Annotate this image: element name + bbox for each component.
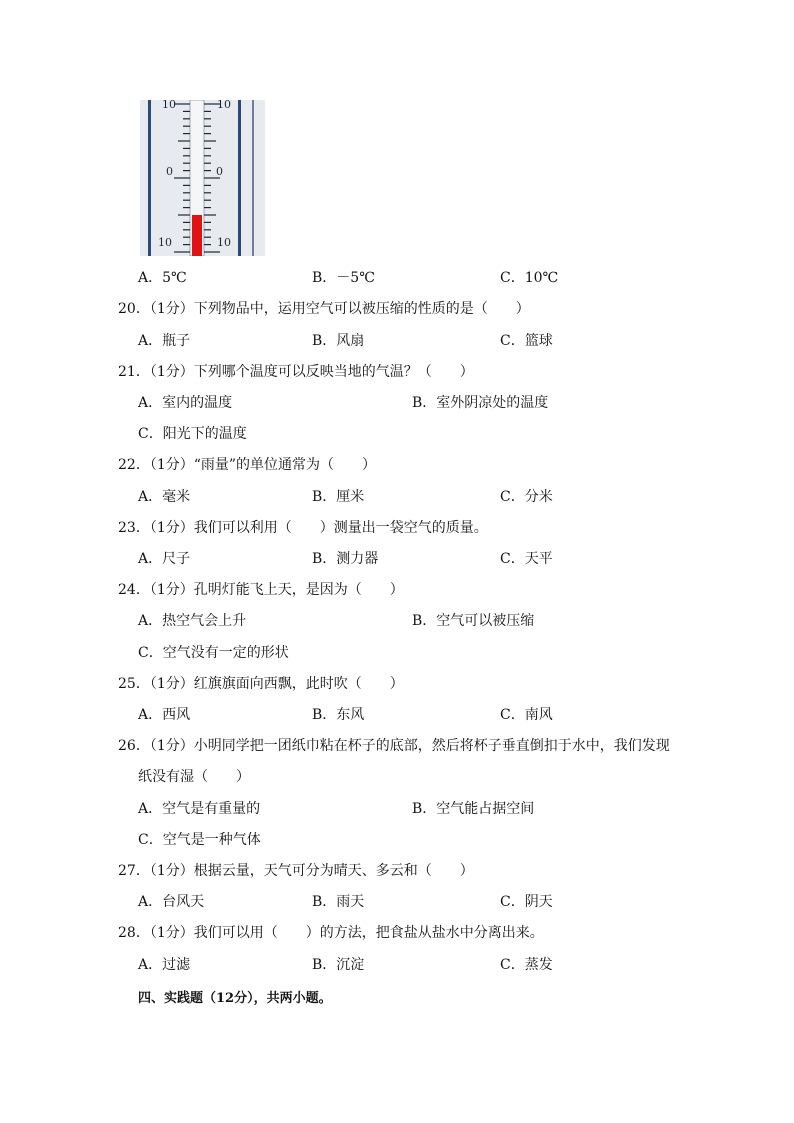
q24-option-b[interactable]: B．空气可以被压缩: [412, 613, 535, 629]
thermometer-image: [140, 100, 265, 256]
q25-option-b[interactable]: B．东风: [312, 707, 365, 723]
scale-label-mid-right: 0: [216, 165, 223, 178]
scale-label-top-left: 10: [162, 100, 176, 111]
q26-option-b[interactable]: B．空气能占据空间: [412, 801, 535, 817]
question-22: 22．（1分）“雨量”的单位通常为（ ）: [118, 457, 377, 473]
scale-label-mid-left: 0: [166, 165, 173, 178]
q27-option-c[interactable]: C．阴天: [500, 894, 553, 910]
q22-option-c[interactable]: C．分米: [500, 489, 553, 505]
q27-option-a[interactable]: A．台风天: [138, 894, 205, 910]
q19-option-b[interactable]: B．－5℃: [312, 270, 375, 286]
scale-label-bottom-left: 10: [158, 236, 172, 249]
q22-option-b[interactable]: B．厘米: [312, 489, 365, 505]
q20-option-c[interactable]: C．篮球: [500, 333, 553, 349]
q21-option-b[interactable]: B．室外阴凉处的温度: [412, 395, 549, 411]
q24-option-c[interactable]: C．空气没有一定的形状: [138, 645, 289, 661]
q28-option-c[interactable]: C．蒸发: [500, 957, 553, 973]
question-21: 21．（1分）下列哪个温度可以反映当地的气温？（ ）: [118, 364, 474, 380]
q22-option-a[interactable]: A．毫米: [138, 489, 191, 505]
section-heading: 四、实践题（12分），共两小题。: [138, 991, 332, 1006]
q24-option-a[interactable]: A．热空气会上升: [138, 613, 247, 629]
scale-label-bottom-right: 10: [217, 236, 231, 249]
question-26-line2: 纸没有湿（ ）: [138, 769, 250, 785]
question-23: 23．（1分）我们可以利用（ ）测量出一袋空气的质量。: [118, 520, 488, 536]
question-24: 24．（1分）孔明灯能飞上天，是因为（ ）: [118, 582, 404, 598]
question-25: 25．（1分）红旗旗面向西飘，此时吹（ ）: [118, 676, 404, 692]
q23-option-c[interactable]: C．天平: [500, 551, 553, 567]
q19-option-c[interactable]: C．10℃: [500, 270, 559, 286]
q28-option-b[interactable]: B．沉淀: [312, 957, 365, 973]
question-20: 20．（1分）下列物品中，运用空气可以被压缩的性质的是（ ）: [118, 301, 530, 317]
q19-option-a[interactable]: A．5℃: [138, 270, 187, 286]
q21-option-a[interactable]: A．室内的温度: [138, 395, 233, 411]
q26-option-a[interactable]: A．空气是有重量的: [138, 801, 261, 817]
q27-option-b[interactable]: B．雨天: [312, 894, 365, 910]
q25-option-c[interactable]: C．南风: [500, 707, 553, 723]
scale-label-top-right: 10: [217, 100, 231, 111]
thermometer-liquid: [192, 215, 202, 256]
q28-option-a[interactable]: A．过滤: [138, 957, 191, 973]
q20-option-a[interactable]: A．瓶子: [138, 333, 191, 349]
question-28: 28．（1分）我们可以用（ ）的方法，把食盐从盐水中分离出来。: [118, 925, 544, 941]
question-26-line1: 26．（1分）小明同学把一团纸巾粘在杯子的底部，然后将杯子垂直倒扣于水中，我们发现: [118, 738, 670, 754]
q21-option-c[interactable]: C．阳光下的温度: [138, 426, 247, 442]
q20-option-b[interactable]: B．风扇: [312, 333, 365, 349]
question-27: 27．（1分）根据云量，天气可分为晴天、多云和（ ）: [118, 863, 474, 879]
q26-option-c[interactable]: C．空气是一种气体: [138, 832, 261, 848]
q23-option-a[interactable]: A．尺子: [138, 551, 191, 567]
q25-option-a[interactable]: A．西风: [138, 707, 191, 723]
q23-option-b[interactable]: B．测力器: [312, 551, 379, 567]
